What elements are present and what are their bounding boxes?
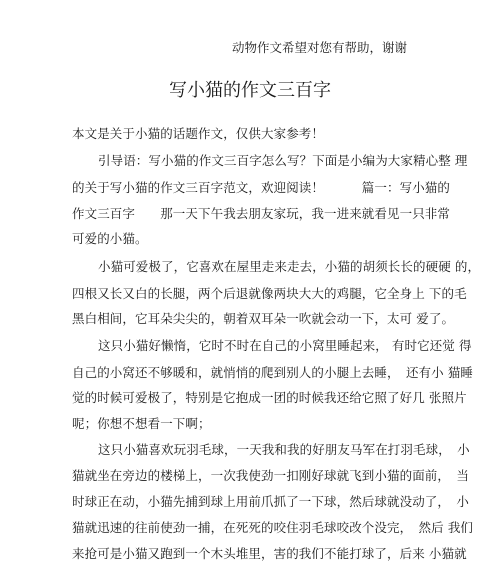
header-note: 动物作文希望对您有帮助，谢谢 (232, 40, 408, 55)
paragraph-line: 猫就迅速的往前使劲一捕，在死死的咬住羽毛球咬改个没完， 然后 我们 (72, 520, 474, 535)
paragraph-line: 小猫可爱极了，它喜欢在屋里走来走去，小猫的胡须长长的硬硬 的， (98, 259, 481, 274)
paragraph-line: 时球正在动，小猫先捕到球上用前爪抓了一下球，然后球就没动了， 小 (72, 494, 469, 509)
paragraph-line: 黑白相间，它耳朵尖尖的，朝着双耳朵一吹就会动一下，太可 爱了。 (72, 311, 455, 326)
paragraph-line: 觉的时候可爱极了，特别是它抱成一团的时候我还给它照了好几 张照片 (72, 390, 467, 405)
paragraph-line: 的关于写小猫的作文三百字范文，欢迎阅读！ 篇一：写小猫的 (72, 180, 451, 195)
paragraph-line: 引导语：写小猫的作文三百字怎么写？下面是小编为大家精心整 理 (98, 153, 468, 168)
paragraph-line: 作文三百字 那一天下午我去朋友家玩，我一进来就看见一只非常 (72, 206, 451, 221)
paragraph-line: 可爱的小猫。 (72, 231, 148, 246)
paragraph-line: 自己的小窝还不够暖和，就悄悄的爬到别人的小腿上去睡， 还有小 猫睡 (72, 365, 474, 380)
article-title: 写小猫的作文三百字 (169, 80, 331, 101)
paragraph-line: 来抢可是小猫又跑到一个木头堆里，害的我们不能打球了，后来 小猫就 (72, 546, 467, 561)
paragraph-line: 这只小猫好懒惰，它时不时在自己的小窝里睡起来， 有时它还觉 得 (98, 338, 472, 353)
paragraph-line: 四根又长又白的长腿，两个后退就像两块大大的鸡腿，它全身上 下的毛 (72, 286, 467, 301)
paragraph-line: 这只小猫喜欢玩羽毛球，一天我和我的好朋友马军在打羽毛球， 小 (98, 442, 470, 457)
paragraph-line: 本文是关于小猫的话题作文，仅供大家参考！ (72, 126, 325, 141)
paragraph-line: 猫就坐在旁边的楼梯上，一次我使劲一扣刚好球就飞到小猫的面前， 当 (72, 468, 469, 483)
paragraph-line: 呢；你想不想看一下啊； (72, 416, 211, 431)
